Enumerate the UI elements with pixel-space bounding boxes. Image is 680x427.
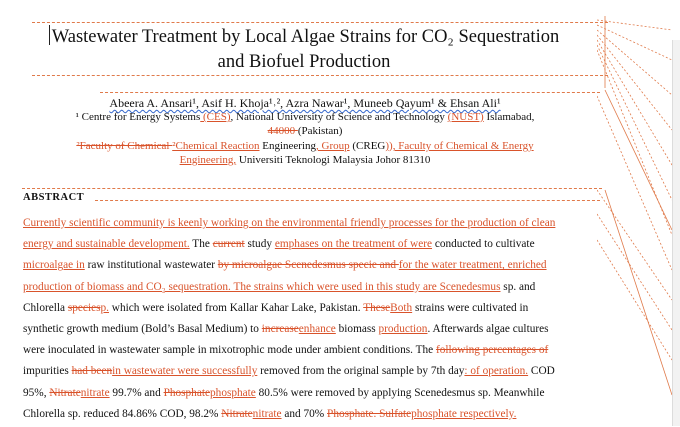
tracked-insertion: phosphate respectively. [411, 407, 517, 420]
abstract-text: and 70% [281, 407, 328, 420]
aff2-text-c: Universiti Teknologi Malaysia Johor 81310 [236, 154, 431, 166]
tracked-deletion: These [363, 301, 391, 314]
tracked-insertion: emphases on the treatment of were [274, 238, 432, 251]
tracked-deletion: Phosphate. Sulfate [327, 407, 412, 420]
title-line-2: and Biofuel Production [217, 52, 391, 72]
aff2-text-a: Engineering [259, 140, 317, 152]
abstract-line [23, 277, 590, 298]
tracked-insertion: production of biomass and CO₂ sequestration. The strains which were used in this study are Scenedesmus [23, 280, 501, 293]
abstract-text: conducted to cultivate [432, 238, 535, 251]
tracked-deletion: by microalgae Scenedesmus specie and [217, 259, 399, 272]
abstract-text: sp. and [500, 280, 536, 293]
abstract-line [23, 213, 590, 234]
aff2-insertion-a: ²Chemical Reaction [172, 140, 260, 152]
aff1-text-b: , National University of Science and Technology [230, 111, 448, 123]
aff2-text-b: (CREG [349, 140, 386, 152]
abstract-text: which were isolated from Kallar Kahar Lake, Pakistan. [108, 301, 364, 314]
tracked-insertion: nitrate [80, 386, 110, 399]
tracked-deletion: Nitrate [221, 407, 253, 420]
abstract-text: synthetic growth medium (Bold’s Basal Medium) to [23, 323, 262, 336]
tracked-insertion: microalgae in [23, 259, 85, 272]
abstract-revision-line [22, 188, 602, 189]
aff2-insertion-group: , Group [316, 140, 350, 152]
tracked-insertion: energy and sustainable development. [23, 238, 190, 251]
abstract-text: biomass [335, 323, 379, 336]
abstract-line [23, 404, 590, 425]
tracked-deletion: had been [71, 365, 113, 378]
abstract-line [23, 319, 590, 340]
abstract-text: Chlorella sp. reduced 84.86% COD, 98.2% [23, 407, 222, 420]
abstract-heading-revision-line [95, 200, 600, 201]
aff2-insertion-faculty: )), Faculty of Chemical & Energy [385, 140, 534, 152]
affiliation-1[interactable] [25, 110, 585, 124]
author-list[interactable]: Abeera A. Ansari¹, Asif H. Khoja¹˒², Azra Nawar¹, Muneeb Qayum¹ & Ehsan Ali¹ [109, 96, 501, 110]
abstract-text: 99.7% and [109, 386, 164, 399]
tracked-deletion: Phosphate [163, 386, 211, 399]
tracked-insertion: Currently scientific community is keenly working on the environmental friendly processes for the production of clean [23, 217, 556, 229]
tracked-insertion: Both [390, 301, 413, 314]
tracked-deletion: current [212, 238, 245, 251]
abstract-text: impurities [23, 365, 72, 378]
tracked-insertion: phosphate [210, 386, 256, 399]
aff1-text-c: Islamabad, [483, 111, 535, 123]
paper-title[interactable] [14, 25, 594, 75]
affiliation-2-line-2[interactable] [25, 153, 585, 167]
tracked-deletion: Nitrate [49, 386, 81, 399]
abstract-text: study [244, 238, 275, 251]
title-line-1: Wastewater Treatment by Local Algae Strains for CO₂ Sequestration [51, 27, 560, 47]
abstract-text: COD [528, 365, 555, 378]
abstract-text: were inoculated in wastewater sample in mixotrophic mode under ambient conditions. The [23, 344, 436, 357]
aff1-text-a: ¹ Centre for Energy Systems [75, 111, 201, 123]
abstract-line [23, 298, 590, 319]
comment-pane-scrollbar[interactable] [672, 40, 680, 426]
abstract-text: raw institutional wastewater [84, 259, 218, 272]
comment-connector-lines [597, 0, 680, 427]
abstract-line [23, 361, 590, 382]
text-cursor [49, 25, 50, 45]
abstract-text: Chlorella [23, 301, 68, 314]
aff1-deletion-postcode: 44000 [267, 125, 298, 137]
author-revision-line [100, 92, 600, 93]
abstract-line [23, 255, 590, 276]
abstract-text: strains were cultivated in [412, 301, 529, 314]
tracked-insertion: nitrate [252, 407, 282, 420]
abstract-paragraph[interactable] [23, 213, 590, 425]
abstract-text: removed from the original sample by 7th day [257, 365, 465, 378]
abstract-line [23, 340, 590, 361]
tracked-insertion: production [378, 323, 428, 336]
tracked-insertion: in wastewater were successfully [112, 365, 258, 378]
affiliation-2[interactable] [25, 139, 585, 153]
tracked-insertion: p. [100, 301, 109, 314]
abstract-text: The [189, 238, 213, 251]
aff1-insertion-nust: (NUST) [447, 111, 484, 123]
aff2-insertion-engineering: Engineering, [179, 154, 237, 166]
affiliation-1-line-2[interactable] [25, 124, 585, 138]
tracked-deletion: following percentages of [435, 344, 549, 357]
abstract-text: 95%, [23, 386, 50, 399]
aff1-insertion-ces: (CES) [200, 111, 231, 123]
abstract-heading[interactable]: ABSTRACT [23, 192, 85, 203]
aff2-deletion: ²Faculty of Chemical [76, 140, 173, 152]
abstract-text: . Afterwards algae cultures [427, 323, 549, 336]
tracked-insertion: : of operation. [464, 365, 529, 378]
tracked-deletion: species [67, 301, 101, 314]
tracked-deletion: increase [261, 323, 299, 336]
abstract-line [23, 383, 590, 404]
tracked-insertion: enhance [298, 323, 336, 336]
abstract-text: 80.5% were removed by applying Scenedesmus sp. Meanwhile [255, 386, 545, 399]
tracked-insertion: for the water treatment, enriched [398, 259, 547, 272]
aff1-text-d: (Pakistan) [297, 125, 343, 137]
abstract-line [23, 234, 590, 255]
